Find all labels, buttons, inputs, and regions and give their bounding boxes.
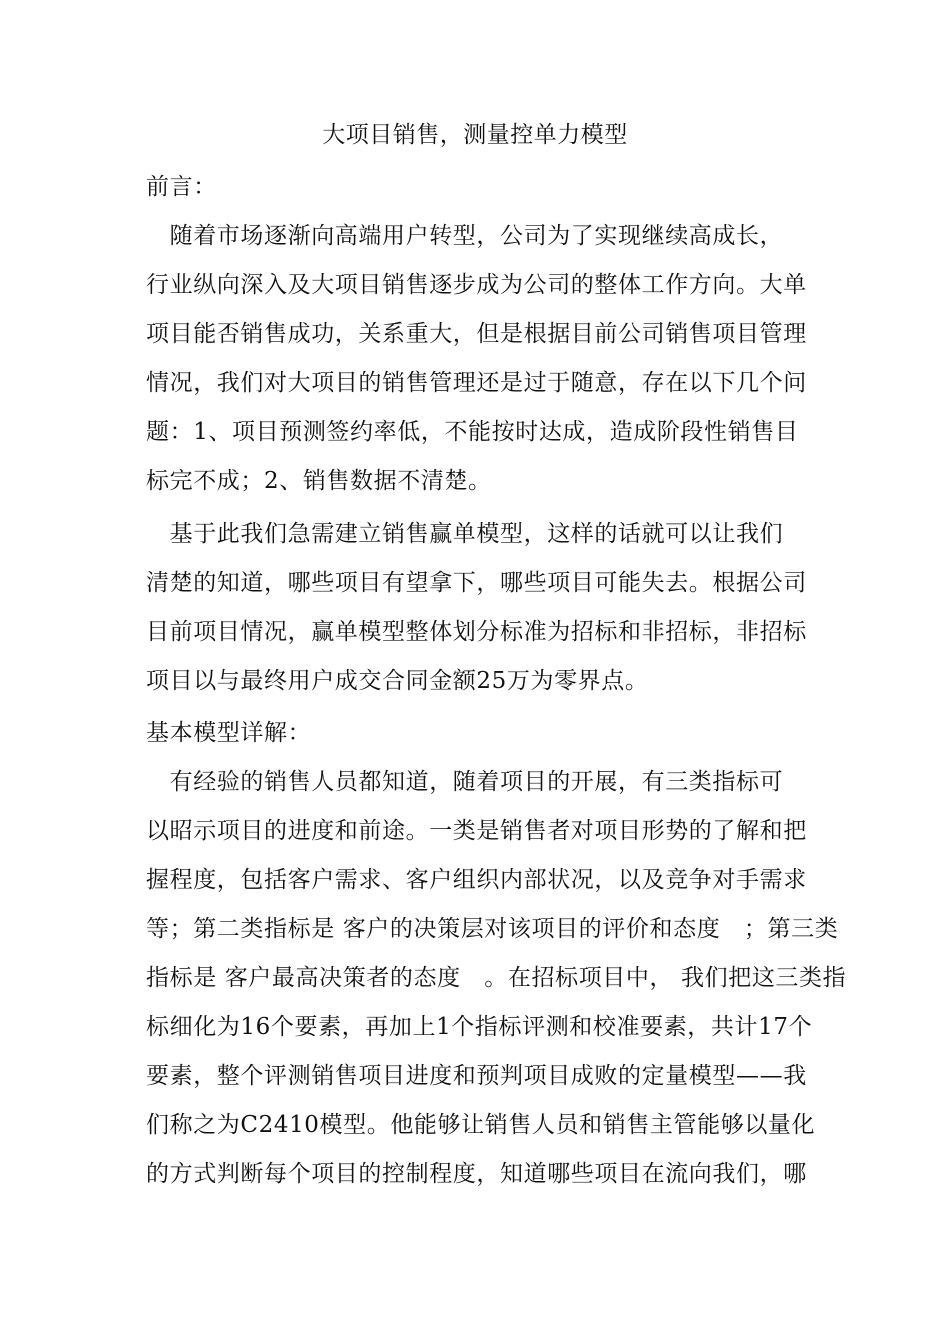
text-line: 标细化为16个要素，再加上1个指标评测和校准要素，共计17个: [146, 1014, 813, 1040]
text-line: 等；第二类指标是 客户的决策层对该项目的评价和态度 ；第三类: [146, 916, 839, 942]
section-heading-preface: 前言：: [146, 174, 217, 200]
text-line: 要素，整个评测销售项目进度和预判项目成败的定量模型——我: [146, 1063, 807, 1089]
text-line: 项目能否销售成功，关系重大，但是根据目前公司销售项目管理: [146, 321, 807, 347]
text-line: 以昭示项目的进度和前途。一类是销售者对项目形势的了解和把: [146, 818, 807, 844]
text-line: 握程度，包括客户需求、客户组织内部状况，以及竞争对手需求: [146, 867, 807, 893]
text-line: 的方式判断每个项目的控制程度，知道哪些项目在流向我们，哪: [146, 1161, 807, 1187]
text-line: 情况，我们对大项目的销售管理还是过于随意，存在以下几个问: [146, 370, 807, 396]
text-line: 目前项目情况，赢单模型整体划分标准为招标和非招标，非招标: [146, 619, 807, 645]
text-line: 标完不成；2、销售数据不清楚。: [146, 468, 492, 494]
text-line: 题：1、项目预测签约率低，不能按时达成，造成阶段性销售目: [146, 419, 799, 445]
text-line: 项目以与最终用户成交合同金额25万为零界点。: [146, 668, 649, 694]
text-line: 行业纵向深入及大项目销售逐步成为公司的整体工作方向。大单: [146, 272, 807, 298]
text-line: 指标是 客户最高决策者的态度 。在招标项目中， 我们把这三类指: [146, 965, 847, 991]
document-title: 大项目销售，测量控单力模型: [322, 122, 628, 148]
text-line: 基于此我们急需建立销售赢单模型，这样的话就可以让我们: [146, 521, 784, 547]
text-line: 清楚的知道，哪些项目有望拿下，哪些项目可能失去。根据公司: [146, 570, 807, 596]
section-heading-model: 基本模型详解：: [146, 720, 312, 746]
text-line: 有经验的销售人员都知道，随着项目的开展，有三类指标可: [146, 769, 784, 795]
text-line: 随着市场逐渐向高端用户转型，公司为了实现继续高成长，: [146, 223, 784, 249]
text-line: 们称之为C2410模型。他能够让销售人员和销售主管能够以量化: [146, 1112, 816, 1138]
